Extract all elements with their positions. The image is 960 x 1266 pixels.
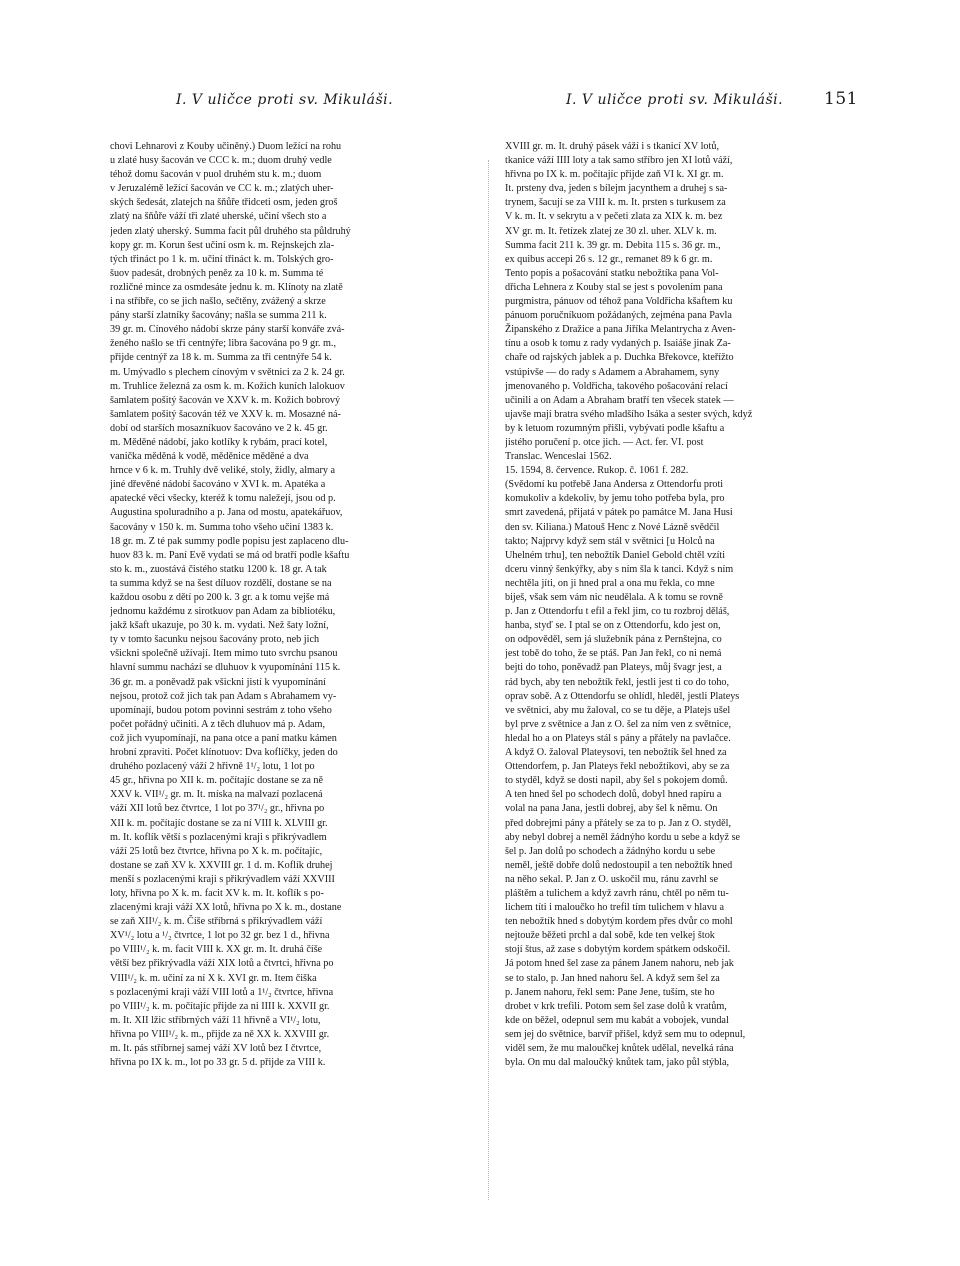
text-line: před dobrejmi pány a přátely se za to p. Jan z O. styděl, [505, 817, 732, 829]
text-line: m. Umývadlo s plechem cínovým v světnici za 2 k. 24 gr. [110, 366, 345, 378]
text-line: neměl, ještě dobře dolů nedostoupil a ten nebožtík hned [505, 859, 733, 871]
text-line: to styděl, když se dosti napil, aby šel s pokojem domů. [505, 775, 728, 787]
text-line: V k. m. It. v sekrytu a v pečeti zlata za XIX k. m. bez [505, 211, 723, 223]
text-line: se to stalo, p. Jan hned nahoru šel. A když sem šel za [505, 972, 720, 984]
text-line: dobí od starších mosazníkuov šacováno ve 2 k. 45 gr. [110, 422, 328, 434]
page-number: 151 [824, 89, 858, 109]
text-line: vstúpivše — do rady s Adamem a Abrahamem, syny [505, 366, 720, 378]
text-line: 36 gr. m. a poněvadž pak všickni jistí k vyupomínání [110, 676, 326, 688]
text-line: jiné dřevěné nádobí šacováno v XVI k. m. Apatéka a [110, 479, 326, 491]
text-line: šuov padesát, drobných peněz za 10 k. m. Summa té [110, 267, 324, 279]
text-line: ženého našlo se tři centnýře; libra šacována po 9 gr. m., [110, 338, 337, 350]
text-line: viděl sem, že mu maloučkej knůtek udělal, nevelká rána [505, 1043, 734, 1054]
text-line: větší bez přikrývadla váží XIX lotů a čtvrtci, hřivna po [110, 958, 334, 970]
text-line: Summa facit 211 k. 39 gr. m. Debita 115 s. 36 gr. m., [505, 239, 721, 251]
text-line: pláštěm a tulichem a když zavrh ránu, chtěl po něm tu- [505, 887, 729, 899]
text-line: oprav sobě. A z Ottendorfu se ohlídl, hleděl, jestli Plateys [505, 690, 740, 702]
text-line: hřivna po VIII¹/₂ k. m., přijde za ně XX k. XXVIII gr. [110, 1028, 330, 1040]
text-line: ty v tomto šacunku nejsou šacovány proto, neb jich [110, 634, 320, 646]
text-line: zlacenými kraji váží XX lotů, hřivna po X k. m., dostane [110, 902, 342, 914]
text-line: s pozlacenými kraji váží VIII lotů a 1¹/₂ čtvrtce, hřivna [110, 986, 334, 998]
text-line: tínu a osob k tomu z rady vydaných p. Isaiáše jinak Za- [505, 338, 731, 350]
running-head-left: I. V uličce proti sv. Mikuláši. [176, 92, 394, 108]
text-line: šamlatem pošitý šacován ve XXV k. m. Kožich bobrový [110, 394, 341, 406]
text-line: dceru vinný šenkýřky, aby s ním šla k tanci. Když s ním [505, 563, 734, 575]
text-line: purgmistra, pánuov od téhož pana Voldřicha kšaftem ku [505, 296, 733, 308]
text-line: šacovány v 150 k. m. Summa toho všeho učiní 1383 k. [110, 521, 334, 533]
text-line: Uhelném trhu], ten nebožtík Daniel Gebold chtěl vzíti [505, 549, 726, 561]
text-line: A když O. žaloval Plateysovi, ten nebožtík šel hned za [505, 747, 727, 759]
text-line: rád bych, aby ten nebožtík řekl, jestli jest ti co do toho, [505, 676, 730, 688]
text-line: jmenovaného p. Voldřicha, takového pošacování relací [505, 380, 728, 392]
text-line: loty, hřivna po X k. m. facit XV k. m. It. koflík s po- [110, 887, 324, 899]
text-line: ských šedesát, zlatejch na šňůře třidceti osm, jeden groš [110, 197, 338, 209]
text-line: váží XII lotů bez čtvrtce, 1 lot po 37¹/₂ gr., hřivna po [110, 803, 325, 815]
text-line: m. Truhlice železná za osm k. m. Kožich kuních lalokuov [110, 380, 345, 392]
text-line: po VIII¹/₂ k. m. počítajíc přijde za ni IIII k. XXVII gr. [110, 1000, 330, 1012]
text-line: šel p. Jan dolů po schodech a žádnýho kordu u sebe [505, 845, 716, 857]
text-line: přijde centnýř za 18 k. m. Summa za tři centnýře 54 k. [110, 352, 332, 364]
text-line: Tento popis a pošacování statku nebožtíka pana Vol- [505, 267, 719, 279]
text-line: hledal ho a on Plateys stál s pány a přátely na pavlačce. [505, 732, 731, 744]
text-line: rozličné mince za osmdesáte jednu k. m. Klínoty na zlatě [110, 281, 343, 293]
text-line: on odpověděl, sem já služebník pána z Pernštejna, co [505, 634, 722, 646]
text-line: Translac. Wenceslai 1562. [505, 451, 612, 463]
text-line: hrnce v 6 k. m. Truhly dvě veliké, stoly, židly, almary a [110, 465, 336, 477]
text-line: se zaň XII¹/₂ k. m. Číše stříbrná s přikrývadlem váží [110, 916, 323, 928]
text-line: den sv. Kiliana.) Matouš Henc z Nové Lázně svědčil [505, 521, 720, 533]
page-header [0, 89, 960, 116]
text-line: m. It. pás stříbrnej samej váží XV lotů bez I čtvrtce, [110, 1043, 322, 1054]
text-line: pánuom poručníkuom požádaných, zejména pana Pavla [505, 310, 732, 322]
text-line: 45 gr., hřivna po XII k. m. počítajíc dostane se za ně [110, 775, 324, 787]
text-line: 39 gr. m. Cínového nádobí skrze pány starší konváře zvá- [110, 324, 345, 336]
text-line: kde on běžel, odepnul sem mu kabát a vobojek, vundal [505, 1014, 729, 1026]
text-line: menší s pozlacenými kraji s přikrývadlem váží XXVIII [110, 873, 335, 885]
text-line: Ottendorfem, p. Jan Plateys řekl nebožtíkovi, aby se za [505, 761, 730, 773]
text-line: jeden zlatý uherský. Summa facit půl druhého sta půldruhý [110, 225, 351, 237]
text-line: smrt zavedená, přijatá v pátek po památce M. Jana Husi [505, 507, 733, 519]
text-line: ten nebožtík hned s dobytým kordem přes dvůr co mohl [505, 916, 733, 928]
text-line: ujavše mají bratra svého mladšího Isáka a sester svých, když [505, 408, 753, 420]
text-line: m. It. XII lžic stříbrných váží 11 hřivně a VI¹/₂ lotu, [110, 1014, 321, 1026]
text-line: ve světnici, aby mu žaloval, co se tu děje, a Platejs ušel [505, 704, 731, 716]
text-line: nechtěla jíti, on ji hned pral a ona mu řekla, co mne [505, 577, 715, 589]
text-line: p. Janem nahoru, řekl sem: Pane Jene, tuším, ste ho [505, 986, 715, 998]
text-line: v Jeruzalémě ležící šacován ve CC k. m.; zlatých uher- [110, 183, 334, 195]
text-line: XV¹/₂ lotu a ¹/₂ čtvrtce, 1 lot po 32 gr. bez 1 d., hřivna [110, 930, 330, 942]
text-line: Augustina spoluradního a p. Jana od mostu, apatekářuov, [110, 507, 343, 519]
text-line: jednomu každému z sirotkuov pan Adam za bibliotéku, [110, 606, 336, 618]
text-line: apatecké věci všecky, kteréž k tomu naležejí, jsou od p. [110, 493, 336, 505]
text-line: VIII¹/₂ k. m. učiní za ní X k. XVI gr. m. Item čiška [110, 972, 317, 984]
text-line: i na stříbře, co se jich našlo, sečtěny, zvážený a skrze [110, 296, 326, 308]
text-line: trynem, šacují se za VIII k. m. It. prsten s turkusem za [505, 197, 726, 209]
text-line: chaře od rajských jablek a p. Duchka Břekovce, kteřížto [505, 352, 734, 364]
text-line: šamlatem pošitý šacován též ve XXV k. m. Mosazné ná- [110, 408, 341, 420]
text-line: učinili a on Adam a Abraham bratří ten všecek statek — [505, 394, 734, 406]
right-column [505, 140, 875, 1240]
text-line: vanička měděná k vodě, měděnice měděné a dva [110, 451, 309, 463]
text-line: hanba, styď se. I ptal se on z Ottendorfu, kdo jest on, [505, 620, 721, 632]
text-line: zlatý na šňůře váží tři zlaté uherské, učiní všech sto a [110, 211, 327, 223]
text-line: hlavní summu nachází se dluhuov k vyupomínání 115 k. [110, 662, 341, 674]
text-line: u zlaté husy šacován ve CCC k. m.; duom druhý vedle [110, 155, 332, 167]
text-line: tých třináct po 1 k. m. učiní třináct k. m. Tolských gro- [110, 253, 334, 265]
text-line: dřicha Lehnera z Kouby stal se jest s povolením pana [505, 281, 723, 293]
text-line: sto k. m., zuostává čistého statku 1200 k. 18 gr. A tak [110, 563, 327, 575]
text-line: stojí štus, až zase s dobytým kordem spátkem odskočil. [505, 944, 731, 956]
text-line: každou osobu z dětí po 200 k. 3 gr. a k tomu vejše má [110, 592, 330, 603]
text-line: druhého pozlacený váží 2 hřivně 1¹/₂ lotu, 1 lot po [110, 761, 315, 773]
text-line: aby nebyl dobrej a neměl žádnýho kordu u sebe a když se [505, 831, 741, 843]
text-line: m. It. koflík větší s pozlacenými kraji s přikrývadlem [110, 831, 327, 843]
text-line: hřivna po IX k. m. počítajíc přijde zaň VI k. XI gr. m. [505, 169, 724, 181]
text-line: jistého poručení p. otce jich. — Act. fer. VI. post [505, 436, 704, 448]
text-line: po VIII¹/₂ k. m. facit VIII k. XX gr. m. It. druhá číše [110, 944, 323, 956]
text-line: XXV k. VII¹/₂ gr. m. It. míska na malvazí pozlacená [110, 789, 323, 801]
text-line: 15. 1594, 8. července. Rukop. č. 1061 f. 282. [505, 465, 689, 477]
text-line: Žipanského z Dražice a pana Jiříka Melantrycha z Aven- [505, 324, 736, 336]
text-line: tkanice váží IIII loty a tak samo stříbro jen XI lotů váží, [505, 155, 733, 167]
text-line: všickni společně užívají. Item mimo tuto svrchu psanou [110, 648, 338, 660]
text-line: váží 25 lotů bez čtvrtce, hřivna po X k. m. počítajíc, [110, 845, 323, 857]
text-line: XV gr. m. It. řetízek zlatej ze 30 zl. uher. XLV k. m. [505, 225, 717, 237]
text-line: biješ, však sem vám nic neudělala. A k tomu se rovně [505, 592, 723, 603]
text-line: by k letuom rozumným přišli, vybývati podle kšaftu a [505, 422, 725, 434]
text-line: kopy gr. m. Korun šest učiní osm k. m. Rejnskejch zla- [110, 239, 335, 251]
text-line: It. prsteny dva, jeden s bílejm jacynthem a druhej s sa- [505, 183, 728, 195]
text-line: XVIII gr. m. It. druhý pásek váží i s tkanicí XV lotů, [505, 141, 719, 152]
text-line: hřivna po IX k. m., lot po 33 gr. 5 d. přijde za VIII k. [110, 1057, 326, 1069]
text-line: p. Jan z Ottendorfu t efil a řekl jim, co tu rozbroj děláš, [505, 606, 730, 618]
text-line: volal na pana Jana, jestli dobrej, aby šel k němu. On [505, 803, 718, 815]
text-line: pány starší zlatníky šacovány; našla se summa 211 k. [110, 310, 327, 322]
text-line: A ten hned šel po schodech dolů, dobyl hned rapíru a [505, 789, 722, 801]
text-line: byl prve z světnice a Jan z O. šel za ním ven z světnice, [505, 718, 732, 730]
text-line: ex quibus accepi 26 s. 12 gr., remanet 89 k 6 gr. m. [505, 253, 713, 265]
text-line: chovi Lehnarovi z Kouby učiněný.) Duom ležící na rohu [110, 141, 342, 152]
text-line: sem jej do světnice, barvíř přišel, když sem mu to odepnul, [505, 1028, 746, 1040]
left-column [110, 140, 480, 1240]
text-line: ta summa když se na šest díluov rozdělí, dostane se na [110, 577, 332, 589]
column-divider [488, 160, 490, 1200]
text-line: Já potom hned šel zase za pánem Janem nahoru, neb jak [505, 958, 734, 970]
text-line: což jich vyupomínají, na pana otce a paní matku kámen [110, 732, 337, 744]
text-line: hrobní zpraviti. Počet klínotuov: Dva koflíčky, jeden do [110, 747, 338, 759]
text-line: jest tobě do toho, že se ptáš. Pan Jan řekl, co ni nemá [505, 648, 722, 660]
text-line: dostane se zaň XV k. XXVIII gr. 1 d. m. Koflík druhej [110, 859, 333, 871]
text-line: upomínají, budou potom povinni sestrám z toho všeho [110, 704, 332, 716]
text-line: na něho sekal. P. Jan z O. uskočil mu, ránu zavrhl se [505, 873, 719, 885]
text-line: huov 83 k. m. Paní Evě vydati se má od bratří podle kšaftu [110, 549, 350, 561]
text-line: nejtouže běžeti prchl a dal sobě, kde ten velkej štok [505, 930, 715, 942]
text-line: počet pořádný učiniti. A z těch dluhuov má p. Adam, [110, 718, 326, 730]
text-line: byla. On mu dal maloučký knůtek tam, jako půl stýbla, [505, 1057, 730, 1069]
text-line: 18 gr. m. Z té pak summy podle popisu jest zaplaceno dlu- [110, 535, 349, 547]
text-line: (Svědomí ku potřebě Jana Andersa z Ottendorfu proti [505, 479, 724, 491]
text-line: lichem títi i maloučko ho trefil tím tulichem v hlavu a [505, 902, 724, 914]
text-line: drobet v krk trefili. Potom sem šel zase dolů k vratům, [505, 1000, 727, 1012]
text-line: takto; Najprvy když sem stál v světnici [u Holců na [505, 535, 715, 547]
text-line: m. Měděné nádobí, jako kotlíky k rybám, prací kotel, [110, 436, 328, 448]
text-line: komukoliv a kdekoliv, by jemu toho potřeba byla, pro [505, 493, 725, 505]
running-head-right: I. V uličce proti sv. Mikuláši. [566, 92, 784, 108]
text-line: téhož domu šacován v puol druhém stu k. m.; duom [110, 169, 322, 181]
text-line: XII k. m. počítajíc dostane se za ní VIII k. XLVIII gr. [110, 817, 328, 829]
text-line: bejti do toho, poněvadž pan Plateys, můj švagr jest, a [505, 662, 722, 674]
text-line: nejsou, protož což jich tak pan Adam s Abrahamem vy- [110, 690, 337, 702]
text-line: jakž kšaft ukazuje, po 30 k. m. vydati. Než šaty ložní, [110, 620, 329, 632]
